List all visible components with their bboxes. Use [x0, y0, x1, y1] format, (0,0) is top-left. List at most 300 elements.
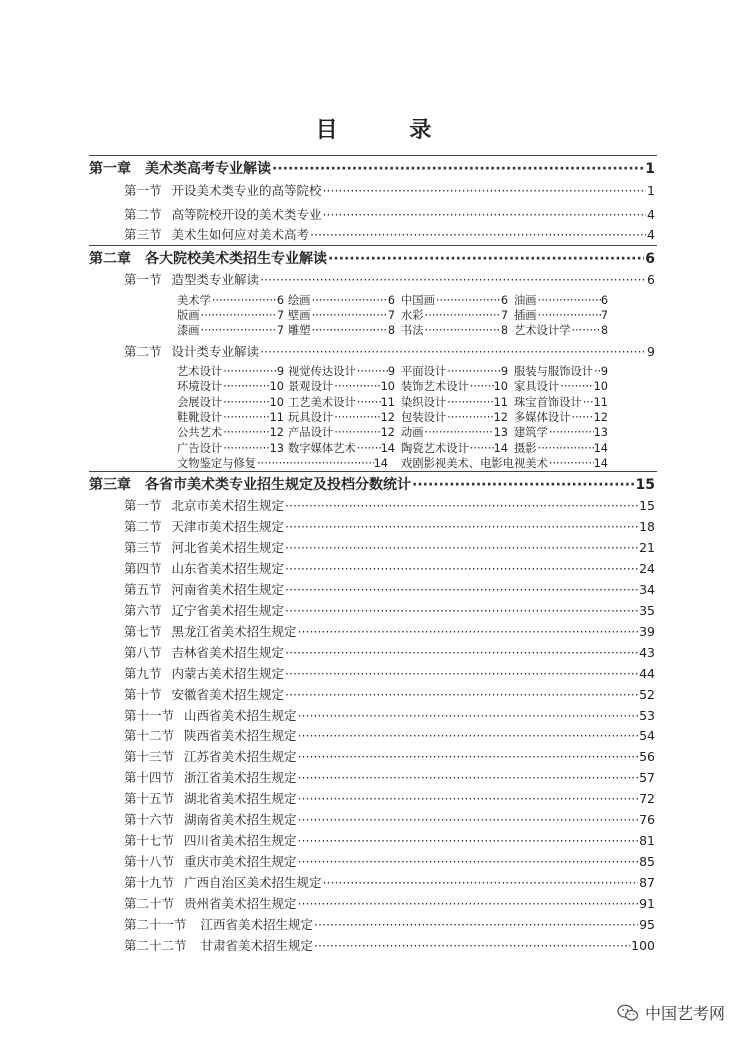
- toc-section[interactable]: [124, 601, 655, 619]
- page-number: 57: [639, 770, 655, 786]
- toc-section[interactable]: [124, 559, 655, 577]
- subject-item[interactable]: [401, 409, 508, 425]
- watermark: [617, 1001, 725, 1024]
- page-number: 14: [593, 456, 608, 470]
- subject-item[interactable]: [177, 307, 284, 323]
- toc-section[interactable]: [124, 852, 655, 870]
- page-number: 21: [639, 539, 655, 555]
- leader-dots: [447, 365, 501, 378]
- leader-dots: [285, 519, 638, 534]
- leader-dots: [285, 561, 638, 576]
- section-number: 第十四节: [124, 770, 175, 786]
- page-number: 10: [269, 380, 284, 394]
- section-title: 开设美术类专业的高等院校: [171, 183, 322, 198]
- toc-section[interactable]: [124, 270, 655, 288]
- subject-name: 雕塑: [288, 324, 311, 337]
- section-number: 第二十一节: [124, 917, 187, 932]
- divider: [89, 471, 657, 472]
- section-title: 江苏省美术招生规定: [184, 749, 297, 765]
- subject-name: 景观设计: [288, 380, 334, 394]
- page-number: 85: [639, 854, 655, 870]
- subject-name: 装饰艺术设计: [401, 380, 469, 394]
- page-number: 95: [639, 917, 655, 932]
- section-title: 湖南省美术招生规定: [184, 812, 297, 828]
- subject-item[interactable]: [177, 322, 284, 338]
- subject-name: 壁画: [288, 309, 311, 322]
- subject-name: 书法: [401, 324, 424, 337]
- subject-name: 艺术设计: [177, 365, 223, 378]
- section-number: 第二十二节: [124, 937, 187, 953]
- subject-name: 戏剧影视美术、电影电视美术: [401, 456, 548, 470]
- section-number: 第二节: [124, 207, 162, 222]
- toc-section[interactable]: [124, 225, 655, 243]
- leader-dots: [298, 896, 639, 911]
- leader-dots: [285, 603, 638, 618]
- section-title: 甘肃省美术招生规定: [200, 937, 314, 953]
- subject-item[interactable]: [401, 322, 508, 338]
- leader-dots: [436, 294, 501, 307]
- leader-dots: [298, 854, 639, 869]
- leader-dots: [260, 344, 646, 359]
- leader-dots: [425, 426, 494, 439]
- subject-item[interactable]: [401, 307, 508, 323]
- page-number: 9: [500, 365, 508, 378]
- section-number: 第九节: [124, 665, 162, 681]
- subject-name: 艺术设计学: [514, 324, 571, 337]
- subject-name: 包装设计: [401, 410, 447, 424]
- subject-item[interactable]: [177, 424, 284, 440]
- page-number: 10: [493, 380, 508, 394]
- leader-dots: [298, 708, 639, 723]
- subject-name: 会展设计: [177, 395, 223, 409]
- section-number: 第十一节: [124, 707, 175, 723]
- leader-dots: [572, 324, 601, 337]
- page-number: 87: [639, 875, 655, 891]
- subject-name: 建筑学: [514, 426, 548, 440]
- page-number: 24: [639, 560, 655, 576]
- subject-item[interactable]: [177, 455, 388, 471]
- leader-dots: [223, 380, 269, 393]
- toc-section[interactable]: [124, 936, 655, 954]
- section-number: 第三节: [124, 539, 162, 555]
- leader-dots: [323, 875, 639, 890]
- subject-name: 平面设计: [401, 365, 447, 378]
- page-number: 1: [645, 161, 655, 177]
- subject-name: 染织设计: [401, 395, 447, 409]
- page-number: 91: [639, 896, 655, 912]
- page-number: 81: [639, 833, 655, 849]
- section-number: 第十六节: [124, 812, 175, 828]
- section-number: 第十九节: [124, 875, 175, 891]
- subject-item[interactable]: [288, 322, 395, 338]
- leader-dots: [285, 582, 638, 597]
- page-number: 14: [380, 441, 395, 455]
- page-number: 7: [600, 309, 608, 322]
- section-title: 陕西省美术招生规定: [184, 728, 297, 744]
- subject-name: 多媒体设计: [514, 410, 571, 424]
- leader-dots: [272, 161, 644, 177]
- section-title: 广西自治区美术招生规定: [184, 875, 322, 891]
- subject-item[interactable]: [288, 378, 395, 394]
- leader-dots: [223, 442, 269, 455]
- subject-name: 油画: [514, 294, 537, 307]
- section-title: 黑龙江省美术招生规定: [171, 623, 297, 639]
- subject-name: 数字媒体艺术: [288, 441, 356, 455]
- leader-dots: [549, 426, 594, 439]
- section-number: 第一节: [124, 272, 162, 287]
- section-number: 第六节: [124, 602, 162, 618]
- leader-dots: [285, 645, 638, 660]
- leader-dots: [572, 411, 594, 424]
- leader-dots: [223, 365, 277, 378]
- leader-dots: [298, 812, 639, 827]
- toc-section[interactable]: [124, 789, 655, 807]
- page-number: 100: [631, 937, 655, 953]
- page-number: 4: [647, 227, 655, 242]
- section-number: 第一节: [124, 498, 162, 513]
- chapter-title: 各大院校美术类招生专业解读: [145, 251, 327, 267]
- section-title: 造型类专业解读: [171, 272, 260, 287]
- page-number: 72: [639, 791, 655, 807]
- section-number: 第三节: [124, 227, 162, 242]
- leader-dots: [223, 426, 269, 439]
- page-number: 52: [639, 686, 655, 702]
- section-number: 第十二节: [124, 728, 175, 744]
- subject-item[interactable]: [514, 394, 608, 410]
- chapter-number: 第三章: [89, 477, 131, 493]
- page-number: 13: [493, 426, 508, 440]
- subject-name: 水彩: [401, 309, 424, 322]
- page-number: 14: [593, 441, 608, 455]
- subject-name: 产品设计: [288, 426, 334, 440]
- subject-item[interactable]: [288, 394, 395, 410]
- page-number: 7: [387, 309, 395, 322]
- leader-dots: [357, 396, 381, 409]
- leader-dots: [312, 324, 388, 337]
- page-number: 10: [380, 380, 395, 394]
- page-number: 7: [276, 324, 284, 337]
- chapter-number: 第一章: [89, 161, 131, 177]
- section-number: 第二节: [124, 344, 162, 359]
- page-number: 53: [639, 707, 655, 723]
- subject-name: 文物鉴定与修复: [177, 456, 257, 470]
- subject-name: 动画: [401, 426, 424, 440]
- leader-dots: [549, 457, 594, 470]
- section-title: 江西省美术招生规定: [200, 917, 314, 932]
- page-number: 6: [500, 294, 508, 307]
- leader-dots: [212, 294, 277, 307]
- page-number: 12: [380, 426, 395, 440]
- leader-dots: [357, 442, 381, 455]
- subject-name: 工艺美术设计: [288, 395, 356, 409]
- subject-item[interactable]: [177, 363, 284, 379]
- page-number: 14: [493, 441, 508, 455]
- leader-dots: [470, 380, 494, 393]
- toc-section[interactable]: [124, 726, 655, 744]
- page-number: 6: [600, 294, 608, 307]
- page-number: 9: [600, 365, 608, 378]
- leader-dots: [425, 309, 501, 322]
- toc-chapter-1[interactable]: [89, 158, 655, 178]
- divider: [89, 155, 657, 156]
- toc-section[interactable]: [124, 517, 655, 535]
- subject-item[interactable]: [288, 409, 395, 425]
- page-number: 54: [639, 728, 655, 744]
- leader-dots: [298, 833, 639, 848]
- divider: [89, 245, 657, 246]
- page-number: 6: [647, 272, 655, 287]
- subject-name: 服装与服饰设计: [514, 365, 594, 378]
- section-title: 美术生如何应对美术高考: [171, 227, 310, 242]
- subject-item[interactable]: [514, 440, 608, 456]
- subject-name: 环境设计: [177, 380, 223, 394]
- leader-dots: [538, 294, 601, 307]
- page-number: 14: [373, 456, 388, 470]
- section-number: 第七节: [124, 623, 162, 639]
- subject-item[interactable]: [177, 394, 284, 410]
- leader-dots: [223, 396, 269, 409]
- leader-dots: [312, 294, 388, 307]
- leader-dots: [312, 309, 388, 322]
- section-number: 第十八节: [124, 854, 175, 870]
- section-title: 四川省美术招生规定: [184, 833, 297, 849]
- section-title: 山西省美术招生规定: [184, 707, 297, 723]
- toc-section[interactable]: [124, 894, 655, 912]
- section-title: 天津市美术招生规定: [171, 518, 285, 534]
- leader-dots: [447, 411, 493, 424]
- leader-dots: [323, 183, 647, 198]
- section-title: 辽宁省美术招生规定: [171, 602, 285, 618]
- subject-item[interactable]: [401, 455, 608, 471]
- leader-dots: [257, 457, 374, 470]
- page-number: 11: [380, 395, 395, 409]
- subject-item[interactable]: [401, 440, 508, 456]
- toc-section[interactable]: [124, 747, 655, 765]
- toc-section[interactable]: [124, 580, 655, 598]
- subject-name: 摄影: [514, 441, 537, 455]
- subject-item[interactable]: [401, 394, 508, 410]
- subject-name: 玩具设计: [288, 410, 334, 424]
- leader-dots: [357, 365, 388, 378]
- subject-name: 绘画: [288, 294, 311, 307]
- page-number: 44: [639, 665, 655, 681]
- section-number: 第十七节: [124, 833, 175, 849]
- section-number: 第四节: [124, 560, 162, 576]
- chapter-number: 第二章: [89, 251, 131, 267]
- page-number: 7: [500, 309, 508, 322]
- page-number: 10: [593, 380, 608, 394]
- leader-dots: [447, 396, 493, 409]
- page-number: 9: [276, 365, 284, 378]
- watermark-text: 中国艺考网: [644, 1004, 725, 1023]
- section-title: 北京市美术招生规定: [171, 498, 285, 513]
- subject-item[interactable]: [177, 292, 284, 308]
- page-number: 11: [269, 410, 284, 424]
- section-title: 山东省美术招生规定: [171, 560, 285, 576]
- leader-dots: [298, 770, 639, 785]
- section-number: 第二节: [124, 518, 162, 534]
- leader-dots: [285, 540, 638, 555]
- toc-section[interactable]: [124, 342, 655, 360]
- subject-item[interactable]: [514, 409, 608, 425]
- leader-dots: [594, 365, 601, 378]
- subject-item[interactable]: [177, 440, 284, 456]
- subject-item[interactable]: [288, 292, 395, 308]
- subject-item[interactable]: [288, 424, 395, 440]
- chapter-title: 各省市美术类专业招生规定及投档分数统计: [145, 477, 411, 493]
- page-number: 8: [500, 324, 508, 337]
- leader-dots: [314, 938, 630, 953]
- toc-section[interactable]: [124, 915, 655, 933]
- toc-section[interactable]: [124, 768, 655, 786]
- leader-dots: [285, 498, 638, 513]
- page-number: 39: [639, 623, 655, 639]
- section-number: 第十五节: [124, 791, 175, 807]
- section-title: 湖北省美术招生规定: [184, 791, 297, 807]
- leader-dots: [298, 791, 639, 806]
- subject-name: 珠宝首饰设计: [514, 395, 582, 409]
- toc-section[interactable]: [124, 831, 655, 849]
- subject-item[interactable]: [514, 307, 608, 323]
- page-number: 7: [276, 309, 284, 322]
- toc-section[interactable]: [124, 873, 655, 891]
- toc-section[interactable]: [124, 706, 655, 724]
- section-number: 第八节: [124, 644, 162, 660]
- leader-dots: [285, 666, 638, 681]
- subject-item[interactable]: [514, 363, 608, 379]
- leader-dots: [334, 411, 380, 424]
- subject-item[interactable]: [514, 292, 608, 308]
- toc-section[interactable]: [124, 181, 655, 199]
- section-title: 吉林省美术招生规定: [171, 644, 285, 660]
- leader-dots: [583, 396, 594, 409]
- page-number: 34: [639, 581, 655, 597]
- page-number: 18: [639, 518, 655, 534]
- subject-name: 鞋靴设计: [177, 410, 223, 424]
- leader-dots: [538, 309, 601, 322]
- toc-section[interactable]: [124, 685, 655, 703]
- subject-name: 插画: [514, 309, 537, 322]
- leader-dots: [334, 380, 380, 393]
- page-number: 1: [647, 183, 655, 198]
- subject-item[interactable]: [288, 307, 395, 323]
- subject-item[interactable]: [177, 409, 284, 425]
- subject-name: 陶瓷艺术设计: [401, 441, 469, 455]
- subject-name: 家具设计: [514, 380, 560, 394]
- page-number: 15: [639, 498, 655, 513]
- section-number: 第二十节: [124, 896, 175, 912]
- section-title: 重庆市美术招生规定: [184, 854, 297, 870]
- toc-section[interactable]: [124, 810, 655, 828]
- leader-dots: [323, 207, 647, 222]
- page-number: 76: [639, 812, 655, 828]
- subject-name: 视觉传达设计: [288, 365, 356, 378]
- page-number: 4: [647, 207, 655, 222]
- toc-section[interactable]: [124, 643, 655, 661]
- leader-dots: [201, 324, 277, 337]
- leader-dots: [560, 380, 593, 393]
- subject-name: 漆画: [177, 324, 200, 337]
- subject-name: 版画: [177, 309, 200, 322]
- subject-item[interactable]: [401, 378, 508, 394]
- toc-chapter-3[interactable]: [89, 474, 655, 494]
- leader-dots: [201, 309, 277, 322]
- leader-dots: [310, 227, 646, 242]
- subject-name: 广告设计: [177, 441, 223, 455]
- subject-item[interactable]: [514, 378, 608, 394]
- page-title: 目 录: [315, 118, 464, 143]
- page-number: 9: [387, 365, 395, 378]
- subject-name: 美术学: [177, 294, 211, 307]
- toc-section[interactable]: [124, 496, 655, 514]
- page-number: 12: [269, 426, 284, 440]
- page-number: 56: [639, 749, 655, 765]
- leader-dots: [425, 324, 501, 337]
- leader-dots: [470, 442, 494, 455]
- page-number: 13: [593, 426, 608, 440]
- page-number: 35: [639, 602, 655, 618]
- page-number: 6: [387, 294, 395, 307]
- leader-dots: [334, 426, 380, 439]
- page-number: 15: [635, 477, 655, 493]
- subject-item[interactable]: [288, 363, 395, 379]
- toc-section[interactable]: [124, 205, 655, 223]
- section-number: 第十节: [124, 686, 162, 702]
- section-title: 河南省美术招生规定: [171, 581, 285, 597]
- page-number: 8: [600, 324, 608, 337]
- section-number: 第十三节: [124, 749, 175, 765]
- toc-section[interactable]: [124, 622, 655, 640]
- subject-item[interactable]: [514, 424, 608, 440]
- leader-dots: [298, 728, 639, 743]
- subject-item[interactable]: [401, 424, 508, 440]
- leader-dots: [285, 687, 638, 702]
- leader-dots: [412, 477, 635, 493]
- page-number: 8: [387, 324, 395, 337]
- page-number: 11: [493, 395, 508, 409]
- leader-dots: [538, 442, 594, 455]
- toc-chapter-2[interactable]: [89, 248, 655, 268]
- leader-dots: [314, 917, 638, 932]
- page-number: 12: [380, 410, 395, 424]
- wechat-icon: [617, 1003, 639, 1023]
- toc-section[interactable]: [124, 664, 655, 682]
- section-title: 内蒙古美术招生规定: [171, 665, 285, 681]
- leader-dots: [223, 411, 269, 424]
- leader-dots: [328, 251, 644, 267]
- section-number: 第一节: [124, 183, 162, 198]
- page-number: 6: [645, 251, 655, 267]
- page-number: 6: [276, 294, 284, 307]
- section-title: 设计类专业解读: [171, 344, 260, 359]
- subject-item[interactable]: [401, 363, 508, 379]
- section-title: 贵州省美术招生规定: [184, 896, 297, 912]
- page-number: 12: [493, 410, 508, 424]
- page-number: 9: [647, 344, 655, 359]
- subject-item[interactable]: [514, 322, 608, 338]
- subject-item[interactable]: [288, 440, 395, 456]
- page-number: 13: [269, 441, 284, 455]
- section-title: 高等院校开设的美术类专业: [171, 207, 322, 222]
- section-title: 浙江省美术招生规定: [184, 770, 297, 786]
- chapter-title: 美术类高考专业解读: [145, 161, 271, 177]
- subject-item[interactable]: [401, 292, 508, 308]
- toc-section[interactable]: [124, 538, 655, 556]
- subject-name: 公共艺术: [177, 426, 223, 440]
- leader-dots: [298, 749, 639, 764]
- leader-dots: [260, 272, 646, 287]
- subject-item[interactable]: [177, 378, 284, 394]
